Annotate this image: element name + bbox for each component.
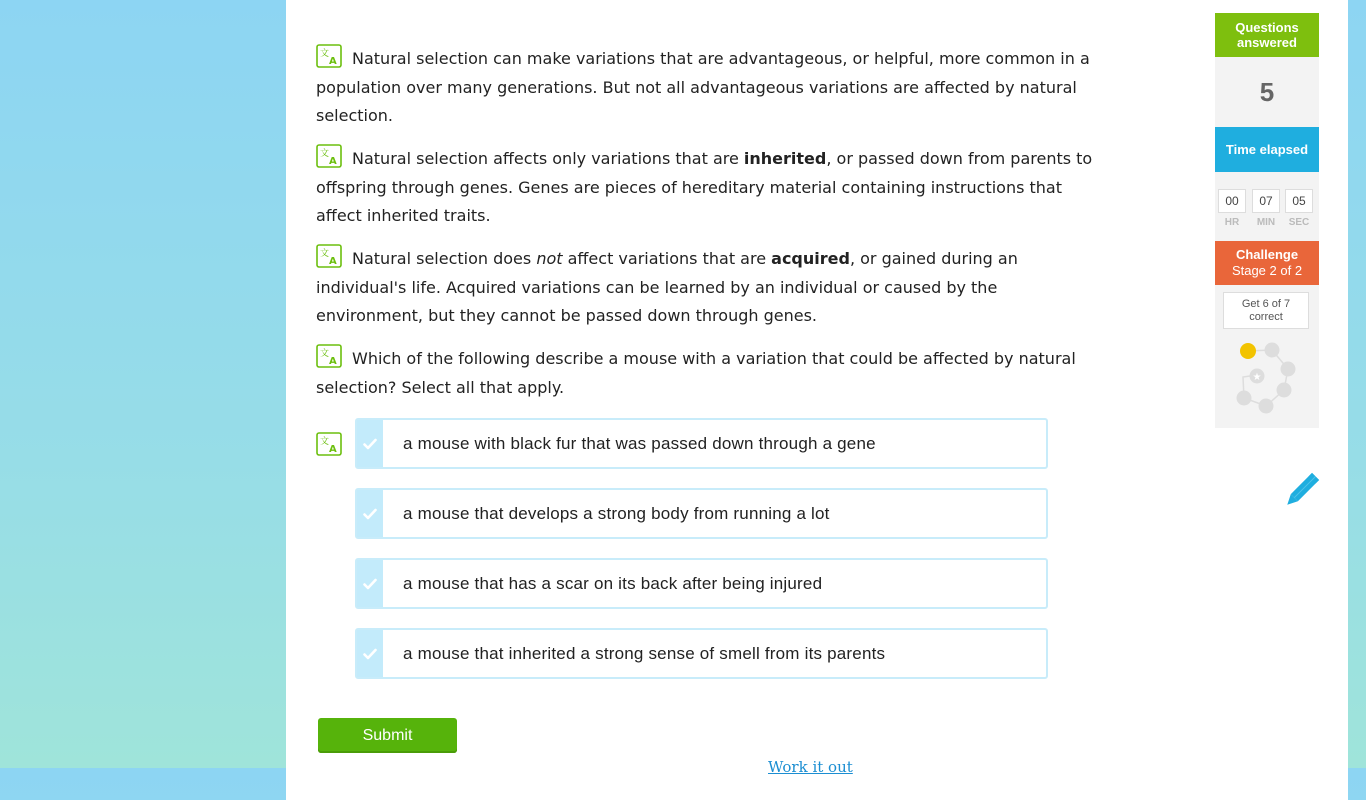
timer-minutes: 07 [1252, 189, 1280, 213]
checkmark-icon [363, 438, 377, 450]
timer-minutes-unit: MIN [1256, 217, 1276, 228]
svg-text:A: A [329, 356, 337, 367]
question-prompt: 文 A Which of the following describe a mouse with a variation that could be affected by natural selection? Select all that apply. [316, 344, 1106, 402]
submit-button[interactable]: Submit [318, 718, 457, 753]
acquired-paragraph: 文 A Natural selection does not affect variations that are acquired, or gained during an individual's life. Acquired variations can be learned by an individual or caused by the environment, but they cannot be passed down through genes. [316, 244, 1106, 331]
progress-dot [1265, 343, 1280, 358]
progress-dot [1259, 399, 1274, 414]
answer-choice-label: a mouse with black fur that was passed down through a gene [403, 433, 876, 453]
checkmark-icon [363, 648, 377, 660]
svg-text:A: A [329, 56, 337, 67]
svg-text:文: 文 [320, 149, 330, 159]
svg-text:★: ★ [1252, 372, 1262, 383]
challenge-label: Challenge [1235, 247, 1299, 262]
svg-text:A: A [329, 256, 337, 267]
timer [1215, 172, 1319, 241]
timer-hours-unit: HR [1224, 217, 1240, 228]
challenge-stage: Stage 2 of 2 [1231, 263, 1303, 278]
svg-text:文: 文 [320, 349, 330, 359]
svg-text:文: 文 [320, 49, 330, 59]
svg-text:A: A [329, 156, 337, 167]
answer-choice-label: a mouse that inherited a strong sense of smell from its parents [403, 643, 886, 663]
intro-paragraph: 文 A Natural selection can make variations that are advantageous, or helpful, more common in a population over many generations. But not all advantageous variations are affected by natural selection. [316, 44, 1106, 131]
answer-choice[interactable] [355, 628, 1048, 679]
translate-icon[interactable] [316, 44, 342, 68]
svg-text:文: 文 [320, 249, 330, 259]
time-elapsed-label: Time elapsed [1215, 127, 1319, 172]
timer-seconds: 05 [1285, 189, 1313, 213]
checkmark-icon [363, 508, 377, 520]
progress-dot [1237, 391, 1252, 406]
challenge-header [1215, 241, 1319, 285]
challenge-progress-ring [1215, 335, 1319, 425]
answer-choice-label: a mouse that develops a strong body from running a lot [403, 503, 830, 523]
progress-dot [1281, 362, 1296, 377]
answer-choice[interactable] [355, 418, 1048, 469]
pencil-icon[interactable] [1280, 472, 1320, 512]
answer-choice[interactable] [355, 488, 1048, 539]
svg-text:A: A [329, 444, 337, 455]
progress-dot [1240, 343, 1256, 359]
checkbox[interactable] [357, 490, 383, 537]
timer-hours: 00 [1218, 189, 1246, 213]
translate-icon[interactable] [316, 344, 342, 368]
emphasis-not: not [536, 249, 563, 268]
term-acquired: acquired [771, 249, 850, 268]
checkbox[interactable] [357, 630, 383, 677]
progress-dot [1277, 383, 1292, 398]
checkbox[interactable] [357, 420, 383, 467]
work-it-out-link[interactable]: Work it out [768, 758, 853, 776]
svg-text:文: 文 [320, 437, 330, 447]
translate-icon[interactable] [316, 144, 342, 168]
checkmark-icon [363, 578, 377, 590]
inherited-paragraph: 文 A Natural selection affects only variations that are inherited, or passed down from parents to offspring through genes. Genes are pieces of hereditary material containing instructions that affect inherited traits. [316, 144, 1106, 231]
checkbox[interactable] [357, 560, 383, 607]
translate-icon[interactable] [316, 244, 342, 268]
timer-seconds-unit: SEC [1288, 217, 1310, 228]
challenge-goal: Get 6 of 7 correct [1223, 292, 1309, 329]
answer-choice[interactable] [355, 558, 1048, 609]
term-inherited: inherited [743, 149, 827, 168]
questions-answered-label: Questions answered [1215, 13, 1319, 57]
questions-answered-count: 5 [1215, 57, 1319, 127]
answer-choice-label: a mouse that has a scar on its back after being injured [403, 573, 823, 593]
translate-icon[interactable] [316, 432, 342, 456]
challenge-body [1215, 285, 1319, 428]
